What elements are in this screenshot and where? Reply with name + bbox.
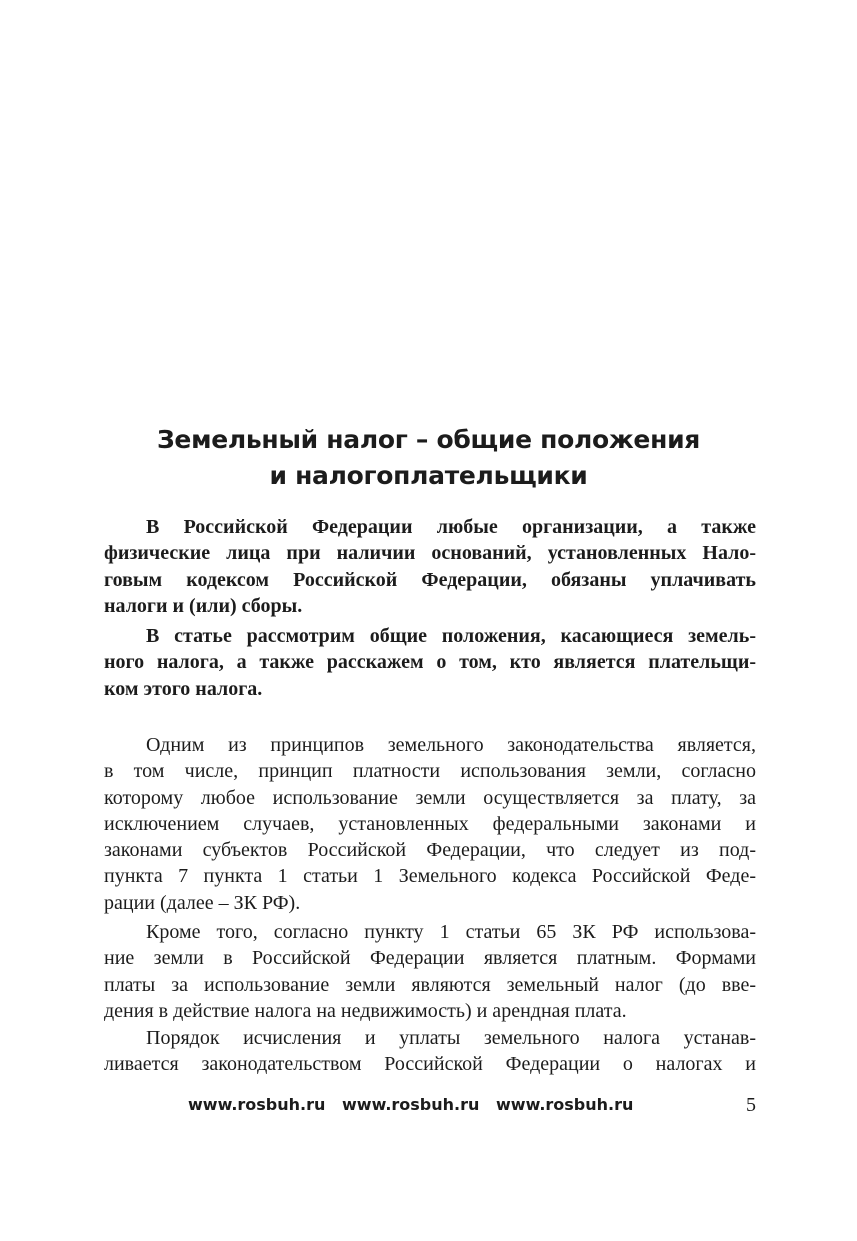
text-line: В Российской Федерации любые организации, а также: [146, 516, 756, 538]
text-line: ливается законодательством Российской Федерации о налогах и: [104, 1053, 756, 1076]
lead-paragraph-1: [104, 514, 756, 619]
page-footer: [0, 1092, 857, 1122]
text-line: пункта 7 пункта 1 статьи 1 Земельного кодекса Российской Феде-: [104, 865, 756, 888]
text-line: Порядок исчисления и уплаты земельного налога устанав-: [146, 1027, 756, 1049]
body-paragraph-2: [104, 919, 756, 1024]
text-line: Одним из принципов земельного законодательства является,: [146, 734, 756, 756]
text-line: физические лица при наличии оснований, установленных Нало-: [104, 542, 756, 565]
article-title-line-1: Земельный налог – общие положения: [156, 425, 701, 454]
footer-link-rosbuh[interactable]: www.rosbuh.ru: [342, 1095, 480, 1114]
page-number: 5: [746, 1094, 756, 1116]
text-line: ного налога, а также расскажем о том, кто является плательщи-: [104, 651, 756, 674]
text-line: исключением случаев, установленных федеральными законами и: [104, 812, 756, 835]
article-title-line-2: и налогоплательщики: [269, 461, 588, 490]
text-line: Кроме того, согласно пункту 1 статьи 65 ЗК РФ использова-: [146, 921, 756, 943]
body-paragraph-3: [104, 1025, 756, 1078]
text-line: которому любое использование земли осуществляется за плату, за: [104, 786, 756, 809]
lead-paragraph-2: [104, 623, 756, 702]
text-line: дения в действие налога на недвижимость) и арендная плата.: [104, 999, 627, 1022]
text-line: говым кодексом Российской Федерации, обязаны уплачивать: [104, 568, 756, 591]
text-line: законами субъектов Российской Федерации, что следует из под-: [104, 839, 756, 862]
text-line: В статье рассмотрим общие положения, касающиеся земель-: [146, 625, 756, 647]
text-line: ком этого налога.: [104, 677, 263, 700]
footer-link-rosbuh[interactable]: www.rosbuh.ru: [188, 1095, 326, 1114]
body-paragraph-1: [104, 732, 756, 916]
text-line: рации (далее – ЗК РФ).: [104, 891, 301, 914]
text-line: в том числе, принцип платности использования земли, согласно: [104, 760, 756, 783]
text-line: налоги и (или) сборы.: [104, 594, 303, 617]
text-line: платы за использование земли являются земельный налог (до вве-: [104, 973, 756, 996]
footer-link-rosbuh[interactable]: www.rosbuh.ru: [496, 1095, 634, 1114]
text-line: ние земли в Российской Федерации является платным. Формами: [104, 947, 756, 970]
